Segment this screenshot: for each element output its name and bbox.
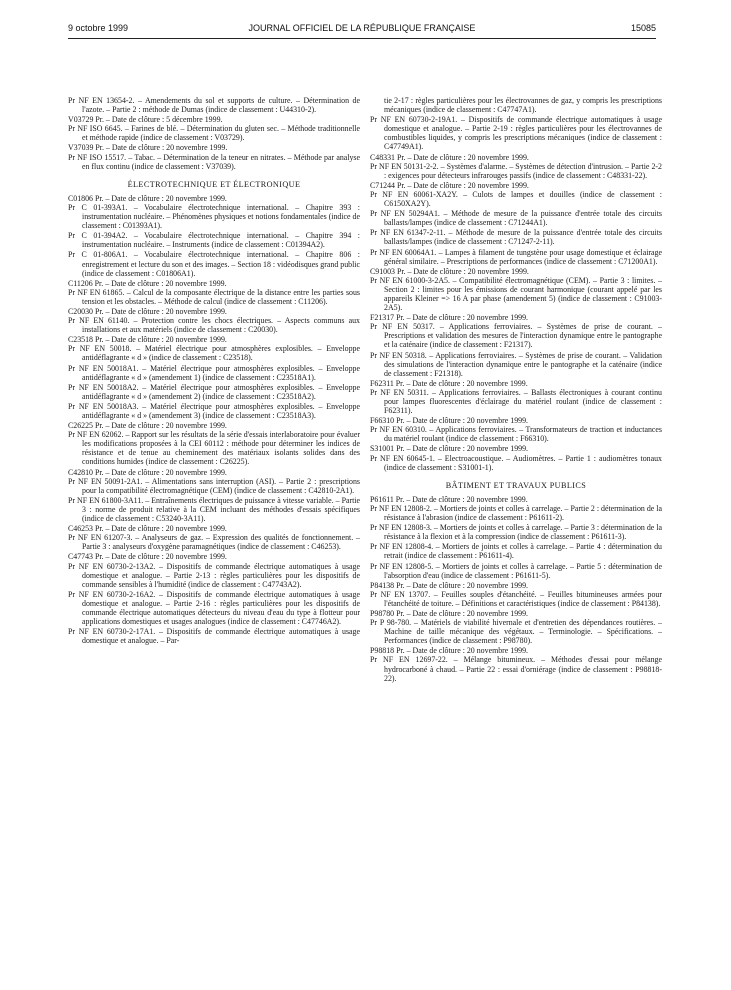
closing-date-line: C47743 Pr. – Date de clôture : 20 novembre 1999. — [68, 552, 227, 562]
header-date: 9 octobre 1999 — [68, 23, 129, 33]
standard-entry: Pr NF EN 50318. – Applications ferroviaires. – Systèmes de prise de courant. – Validation des simulations de l'interaction dynamique entre le pantographe et la caténaire (indice de classement : F21318). — [370, 350, 662, 378]
closing-date-line: C26225 Pr. – Date de clôture : 20 novembre 1999. — [68, 421, 227, 431]
standard-entry: Pr NF EN 50317. – Applications ferroviaires. – Systèmes de prise de courant. – Prescriptions et validation des mesures de l'interaction dynamique entre le pantographe et la caténaire (indice de classement : F21317). — [370, 322, 662, 350]
section-heading: BÂTIMENT ET TRAVAUX PUBLICS — [445, 480, 587, 490]
standard-entry: Pr NF EN 13707. – Feuilles souples d'étanchéité. – Feuilles bitumineuses armées pour l'étanchéité de toiture. – Définitions et caractéristiques (indice de classement : P84138). — [370, 589, 662, 608]
standard-entry: Pr NF EN 61000-3-2A5. – Compatibilité électromagnétique (CEM). – Partie 3 : limites. – Section 2 : limites pour les émissions de courant harmonique (courant appelé par les appareils Kleiner => 16 A par phase (amendement 5) (indice de classement : C91003-2A5). — [370, 275, 662, 313]
standard-entry: Pr NF EN 50091-2A1. – Alimentations sans interruption (ASI). – Partie 2 : prescriptions pour la compatibilité électromagnétique (CEM) (indice de classement : C42810-2A1). — [68, 476, 360, 495]
header-rule — [68, 38, 656, 39]
standard-entry: Pr NF EN 60730-2-17A1. – Dispositifs de commande électrique automatiques à usage domestique et analogue. – Par- — [68, 627, 360, 646]
standard-entry: Pr NF EN 60061-XA2Y. – Culots de lampes et douilles (indice de classement : C6150XA2Y). — [370, 189, 662, 209]
standard-entry: Pr NF EN 60310. – Applications ferroviaires. – Transformateurs de traction et inductances du matériel roulant (indice de classement : F66310). — [370, 425, 662, 444]
closing-date-line: F66310 Pr. – Date de clôture : 20 novembre 1999. — [370, 416, 529, 426]
standard-entry: Pr NF EN 60730-2-19A1. – Dispositifs de commande électrique automatiques à usage domestique et analogue. – Partie 2-19 : règles particulières pour les électrovannes de combustibles liquides, y compris les prescriptions mécaniques (indice de classement : C47749A1). — [370, 115, 662, 152]
closing-date-line: F62311 Pr. – Date de clôture : 20 novembre 1999. — [370, 378, 528, 388]
standard-entry: Pr NF EN 61347-2-11. – Méthode de mesure de la puissance d'entrée totale des circuits ballasts/lampes (indice de classement : C71247-2-11). — [370, 228, 662, 247]
standard-entry: Pr NF EN 50311. – Applications ferroviaires. – Ballasts électroniques à courant continu pour lampes fluorescentes d'éclairage du matériel roulant (indice de classement : F62311). — [370, 387, 662, 416]
closing-date-line: C23518 Pr. – Date de clôture : 20 novembre 1999. — [68, 335, 227, 345]
standard-entry: Pr NF EN 12808-4. – Mortiers de joints et colles à carrelage. – Partie 4 : détermination du retrait (indice de classement : P61611-4). — [370, 542, 662, 561]
closing-date-line: C91003 Pr. – Date de clôture : 20 novembre 1999. — [370, 266, 529, 276]
standard-entry: Pr NF EN 50294A1. – Méthode de mesure de la puissance d'entrée totale des circuits ballasts/lampes (indice de classement : C71244A1). — [370, 209, 662, 228]
standard-entry: Pr NF EN 12808-5. – Mortiers de joints et colles à carrelage. – Partie 5 : détermination de l'absorption d'eau (indice de classement : P61611-5). — [370, 561, 662, 580]
standard-entry: Pr NF EN 13654-2. – Amendements du sol et supports de culture. – Détermination de l'azote. – Partie 2 : méthode de Dumas (indice de classement : U44310-2). — [68, 96, 360, 115]
closing-date-line: S31001 Pr. – Date de clôture : 20 novembre 1999. — [370, 444, 529, 454]
closing-date-line: C11206 Pr. – Date de clôture : 20 novembre 1999. — [68, 278, 227, 288]
closing-date-line: C01806 Pr. – Date de clôture : 20 novembre 1999. — [68, 193, 227, 203]
standard-entry: Pr NF EN 12808-3. – Mortiers de joints et colles à carrelage. – Partie 3 : détermination de la résistance à la flexion et à la compression (indice de classement : P61611-3). — [370, 523, 662, 542]
standard-entry: Pr C 01-393A1. – Vocabulaire électrotechnique international. – Chapitre 393 : instrumentation nucléaire. – Phénomènes physiques et notions fondamentales (indice de classement : C01393A1). — [68, 202, 360, 231]
standard-entry: Pr NF EN 50131-2-2. – Systèmes d'alarme. – Systèmes de détection d'intrusion. – Partie 2-2 : exigences pour détecteurs infrarouges passifs (indice de classement : C48331-22). — [370, 161, 662, 180]
standard-entry: Pr C 01-806A1. – Vocabulaire électrotechnique international. – Chapitre 806 : enregistrement et lecture du son et des images. – Section 18 : vidéodisques grand public (indice de classement : C01806A1). — [68, 250, 360, 278]
standard-entry: Pr NF EN 61800-3A11. – Entraînements électriques de puissance à vitesse variable. – Partie 3 : norme de produit relative à la CEM incluant des méthodes d'essais spécifiques (indice de classement : C53240-3A11). — [68, 495, 360, 524]
closing-date-line: P61611 Pr. – Date de clôture : 20 novembre 1999. — [370, 494, 528, 504]
closing-date-line: C20030 Pr. – Date de clôture : 20 novembre 1999. — [68, 306, 227, 316]
standard-entry: Pr NF EN 60730-2-13A2. – Dispositifs de commande électrique automatiques à usage domestique et analogue. – Partie 2-13 : règles particulières pour les dispositifs de commande sensibles à l'humidité (indice de classement : C47743A2). — [68, 561, 360, 589]
standard-entry: Pr NF EN 12808-2. – Mortiers de joints et colles à carrelage. – Partie 2 : détermination de la résistance à l'abrasion (indice de classement : P61611-2). — [370, 503, 662, 523]
standard-entry: Pr NF ISO 6645. – Farines de blé. – Détermination du gluten sec. – Méthode traditionnelle et méthode rapide (indice de classement : V03729). — [68, 124, 360, 143]
closing-date-line: C48331 Pr. – Date de clôture : 20 novembre 1999. — [370, 152, 529, 162]
standard-entry: Pr NF EN 50018A2. – Matériel électrique pour atmosphères explosibles. – Enveloppe antidéflagrante « d » (amendement 2) (indice de classement : C23518A2). — [68, 382, 360, 401]
standard-entry: Pr NF EN 50018. – Matériel électrique pour atmosphères explosibles. – Enveloppe antidéflagrante « d » (indice de classement : C23518). — [68, 344, 360, 363]
right-column — [370, 96, 662, 684]
closing-date-line: C71244 Pr. – Date de clôture : 20 novembre 1999. — [370, 180, 529, 190]
closing-date-line: C42810 Pr. – Date de clôture : 20 novembre 1999. — [68, 467, 227, 477]
closing-date-line: V03729 Pr. – Date de clôture : 5 décembre 1999. — [68, 115, 223, 125]
standard-entry: Pr NF EN 60730-2-16A2. – Dispositifs de commande électrique automatiques à usage domestique et analogue. – Partie 2-16 : règles particulières pour les dispositifs de commande électrique automatiques détecteurs du niveau d'eau du type à flotteur pour applications domestiques et usages analogues (indice de classement : C47746A2). — [68, 589, 360, 627]
closing-date-line: P84138 Pr. – Date de clôture : 20 novembre 1999. — [370, 580, 529, 590]
left-column — [68, 96, 360, 646]
standard-entry-continued: tie 2-17 : règles particulières pour les électrovannes de gaz, y compris les prescriptions mécaniques (indice de classement : C47747A1). — [384, 96, 662, 115]
closing-date-line: V37039 Pr. – Date de clôture : 20 novembre 1999. — [68, 143, 228, 153]
standard-entry: Pr NF EN 50018A3. – Matériel électrique pour atmosphères explosibles. – Enveloppe antidéflagrante « d » (amendement 3) (indice de classement : C23518A3). — [68, 401, 360, 420]
header-title: JOURNAL OFFICIEL DE LA RÉPUBLIQUE FRANÇAISE — [248, 23, 476, 33]
standard-entry: Pr NF EN 60064A1. – Lampes à filament de tungstène pour usage domestique et éclairage général similaire. – Prescriptions de performances (indice de classement : C71200A1). — [370, 247, 662, 266]
closing-date-line: C46253 Pr. – Date de clôture : 20 novembre 1999. — [68, 524, 227, 534]
standard-entry: Pr NF EN 61140. – Protection contre les chocs électriques. – Aspects communs aux installations et aux matériels (indice de classement : C20030). — [68, 316, 360, 335]
standard-entry: Pr NF EN 62062. – Rapport sur les résultats de la série d'essais interlaboratoire pour évaluer les modifications proposées à la CEI 60112 : méthode pour déterminer les indices de résistance et de tenue au cheminement des matériaux isolants solides dans des conditions humides (indice de classement : C26225). — [68, 430, 360, 467]
standard-entry: Pr P 98-780. – Matériels de viabilité hivernale et d'entretien des dépendances routières. – Machine de taille mécanique des végétaux. – Terminologie. – Spécifications. – Performances (indice de classement : P98780). — [370, 618, 662, 646]
page-header — [68, 23, 656, 37]
standard-entry: Pr NF EN 50018A1. – Matériel électrique pour atmosphères explosibles. – Enveloppe antidéflagrante « d » (amendement 1) (indice de classement : C23518A1). — [68, 363, 360, 382]
standard-entry: Pr NF ISO 15517. – Tabac. – Détermination de la teneur en nitrates. – Méthode par analyse en flux continu (indice de classement : V37039). — [68, 152, 360, 171]
section-heading: ÉLECTROTECHNIQUE ET ÉLECTRONIQUE — [127, 179, 301, 189]
standard-entry: Pr C 01-394A2. – Vocabulaire électrotechnique international. – Chapitre 394 : instrumentation nucléaire. – Instruments (indice de classement : C01394A2). — [68, 231, 360, 250]
closing-date-line: F21317 Pr. – Date de clôture : 20 novembre 1999. — [370, 313, 529, 323]
standard-entry: Pr NF EN 61865. – Calcul de la composante électrique de la distance entre les parties sous tension et les obstacles. – Méthode de calcul (indice de classement : C11206). — [68, 287, 360, 306]
closing-date-line: P98818 Pr. – Date de clôture : 20 novembre 1999. — [370, 646, 529, 656]
standard-entry: Pr NF EN 60645-1. – Electroacoustique. – Audiomètres. – Partie 1 : audiomètres tonaux (indice de classement : S31001-1). — [370, 453, 662, 472]
standard-entry: Pr NF EN 61207-3. – Analyseurs de gaz. – Expression des qualités de fonctionnement. – Partie 3 : analyseurs d'oxygène paramagnétiques (indice de classement : C46253). — [68, 533, 360, 552]
standard-entry: Pr NF EN 12697-22. – Mélange bitumineux. – Méthodes d'essai pour mélange hydrocarboné à chaud. – Partie 22 : essai d'orniérage (indice de classement : P98818-22). — [370, 655, 662, 683]
closing-date-line: P98780 Pr. – Date de clôture : 20 novembre 1999. — [370, 608, 529, 618]
header-page-number: 15085 — [630, 23, 656, 33]
